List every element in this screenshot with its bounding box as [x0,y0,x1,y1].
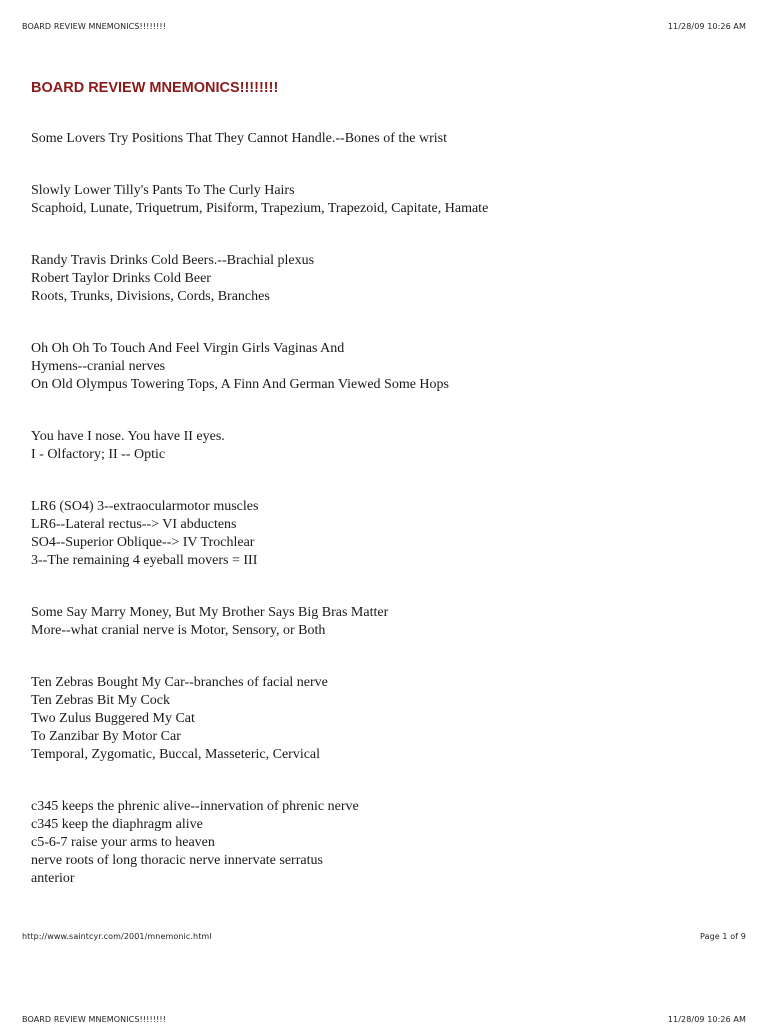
mnemonic-list [31,130,746,888]
mnemonic-line: c345 keeps the phrenic alive--innervation of phrenic nerve [31,799,359,814]
mnemonic-line: On Old Olympus Towering Tops, A Finn And German Viewed Some Hops [31,377,449,392]
mnemonic-line: Some Say Marry Money, But My Brother Says Big Bras Matter [31,605,389,620]
mnemonic-line: Temporal, Zygomatic, Buccal, Masseteric, Cervical [31,747,321,762]
next-page-header [22,1015,746,1024]
print-header [22,22,746,31]
next-page-header-datetime: 11/28/09 10:26 AM [667,1015,746,1024]
mnemonic-entry [31,182,746,218]
page-title: BOARD REVIEW MNEMONICS!!!!!!!! [31,80,279,96]
next-page-header-title: BOARD REVIEW MNEMONICS!!!!!!!! [22,1015,166,1024]
mnemonic-line: Hymens--cranial nerves [31,359,166,374]
mnemonic-entry [31,428,746,464]
mnemonic-line: Some Lovers Try Positions That They Cannot Handle.--Bones of the wrist [31,131,447,146]
mnemonic-entry [31,130,746,148]
mnemonic-line: LR6 (SO4) 3--extraocularmotor muscles [31,499,259,514]
mnemonic-line: More--what cranial nerve is Motor, Sensory, or Both [31,623,326,638]
mnemonic-entry [31,798,746,888]
print-header-title: BOARD REVIEW MNEMONICS!!!!!!!! [22,22,166,31]
mnemonic-line: Ten Zebras Bit My Cock [31,693,170,708]
mnemonic-line: I - Olfactory; II -- Optic [31,447,166,462]
mnemonic-line: Two Zulus Buggered My Cat [31,711,195,726]
mnemonic-line: Robert Taylor Drinks Cold Beer [31,271,211,286]
mnemonic-line: Oh Oh Oh To Touch And Feel Virgin Girls Vaginas And [31,341,345,356]
mnemonic-line: Roots, Trunks, Divisions, Cords, Branches [31,289,270,304]
mnemonic-line: anterior [31,871,75,886]
page-content [31,78,746,922]
mnemonic-line: 3--The remaining 4 eyeball movers = III [31,553,258,568]
mnemonic-line: Scaphoid, Lunate, Triquetrum, Pisiform, Trapezium, Trapezoid, Capitate, Hamate [31,201,489,216]
print-footer [22,932,746,941]
mnemonic-entry [31,604,746,640]
mnemonic-line: c345 keep the diaphragm alive [31,817,203,832]
mnemonic-entry [31,340,746,394]
mnemonic-entry [31,498,746,570]
mnemonic-line: Randy Travis Drinks Cold Beers.--Brachial plexus [31,253,315,268]
print-footer-page-number: Page 1 of 9 [700,932,746,941]
mnemonic-line: SO4--Superior Oblique--> IV Trochlear [31,535,255,550]
mnemonic-entry [31,252,746,306]
mnemonic-entry [31,674,746,764]
print-footer-url[interactable]: http://www.saintcyr.com/2001/mnemonic.html [22,932,212,941]
mnemonic-line: Ten Zebras Bought My Car--branches of facial nerve [31,675,328,690]
mnemonic-line: To Zanzibar By Motor Car [31,729,181,744]
mnemonic-line: LR6--Lateral rectus--> VI abductens [31,517,237,532]
mnemonic-line: c5-6-7 raise your arms to heaven [31,835,215,850]
mnemonic-line: nerve roots of long thoracic nerve innervate serratus [31,853,323,868]
mnemonic-line: You have I nose. You have II eyes. [31,429,225,444]
print-header-datetime: 11/28/09 10:26 AM [667,22,746,31]
mnemonic-line: Slowly Lower Tilly's Pants To The Curly Hairs [31,183,295,198]
